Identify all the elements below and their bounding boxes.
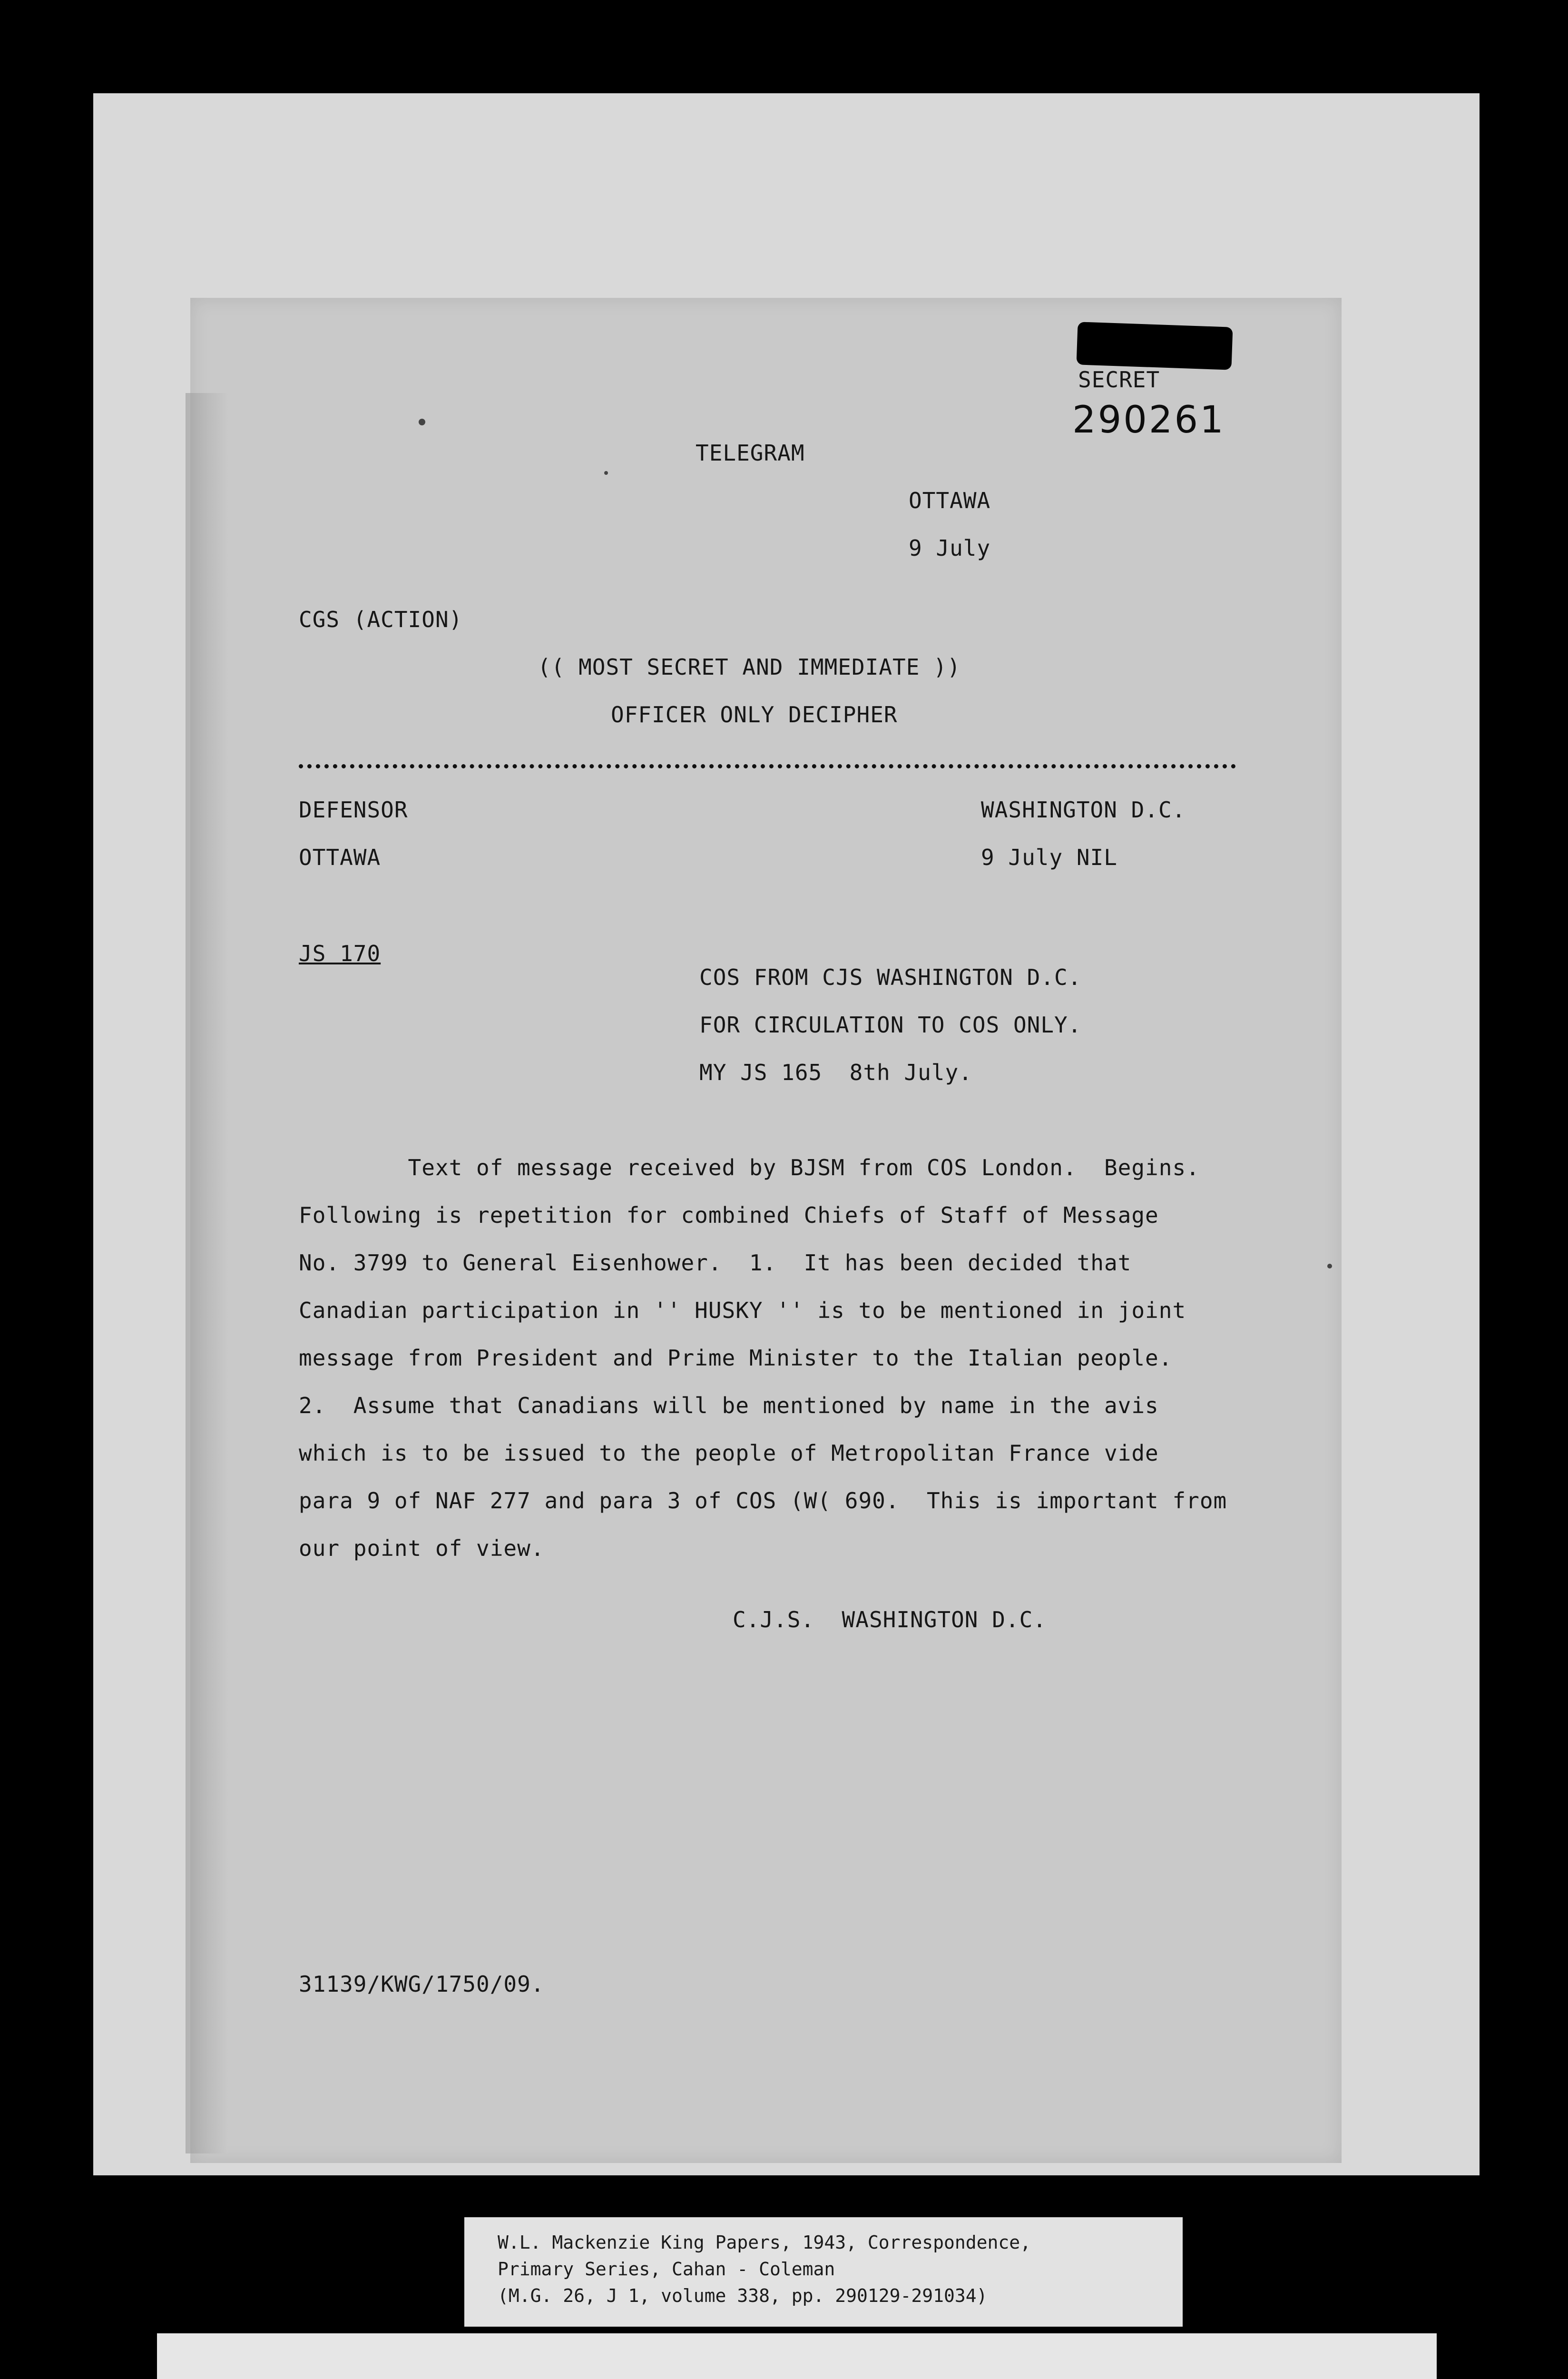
citation-line: Primary Series, Cahan - Coleman: [498, 2259, 835, 2280]
redaction-mark: [1077, 322, 1233, 370]
telegram-header: TELEGRAM: [696, 440, 805, 466]
citation-line: W.L. Mackenzie King Papers, 1943, Correspondence,: [498, 2232, 1031, 2253]
telegram-sheet: [190, 298, 1342, 2163]
transmission-date: 9 July NIL: [981, 845, 1117, 870]
speck: [419, 419, 425, 425]
priority-label: (( MOST SECRET AND IMMEDIATE )): [538, 654, 961, 680]
routing-line: MY JS 165 8th July.: [699, 1060, 972, 1085]
signature: C.J.S. WASHINGTON D.C.: [733, 1607, 1047, 1632]
body-line: para 9 of NAF 277 and para 3 of COS (W( 690. This is important from: [299, 1488, 1227, 1514]
body-line: 2. Assume that Canadians will be mentioned by name in the avis: [299, 1393, 1159, 1418]
speck: [604, 471, 608, 475]
place-label: OTTAWA: [909, 488, 991, 513]
citation-line: (M.G. 26, J 1, volume 338, pp. 290129-291034): [498, 2285, 988, 2306]
dotted-divider: [299, 764, 1236, 768]
routing-line: FOR CIRCULATION TO COS ONLY.: [699, 1012, 1082, 1038]
body-line: Canadian participation in '' HUSKY '' is to be mentioned in joint: [299, 1298, 1186, 1323]
citation-label: [464, 2217, 1183, 2327]
reference-number: JS 170: [299, 941, 381, 966]
body-line: No. 3799 to General Eisenhower. 1. It has been decided that: [299, 1250, 1132, 1276]
speck: [1327, 1264, 1332, 1268]
file-reference: 31139/KWG/1750/09.: [299, 1971, 545, 1997]
date-label: 9 July: [909, 535, 991, 561]
recipient-location: OTTAWA: [299, 845, 381, 870]
sender-code: DEFENSOR: [299, 797, 408, 823]
sender-location: WASHINGTON D.C.: [981, 797, 1186, 823]
handling-label: OFFICER ONLY DECIPHER: [611, 702, 898, 727]
body-line: our point of view.: [299, 1535, 545, 1561]
body-line: Following is repetition for combined Chiefs of Staff of Message: [299, 1202, 1159, 1228]
page-edge-shadow: [186, 393, 228, 2153]
action-label: CGS (ACTION): [299, 607, 463, 632]
archives-banner: [157, 2333, 1437, 2379]
body-line: which is to be issued to the people of Metropolitan France vide: [299, 1440, 1159, 1466]
routing-line: COS FROM CJS WASHINGTON D.C.: [699, 964, 1082, 990]
body-line: message from President and Prime Minister to the Italian people.: [299, 1345, 1173, 1371]
body-line: Text of message received by BJSM from COS London. Begins.: [299, 1155, 1200, 1180]
classification-label: SECRET: [1078, 367, 1160, 393]
serial-number-stamp: 290261: [1072, 399, 1225, 442]
